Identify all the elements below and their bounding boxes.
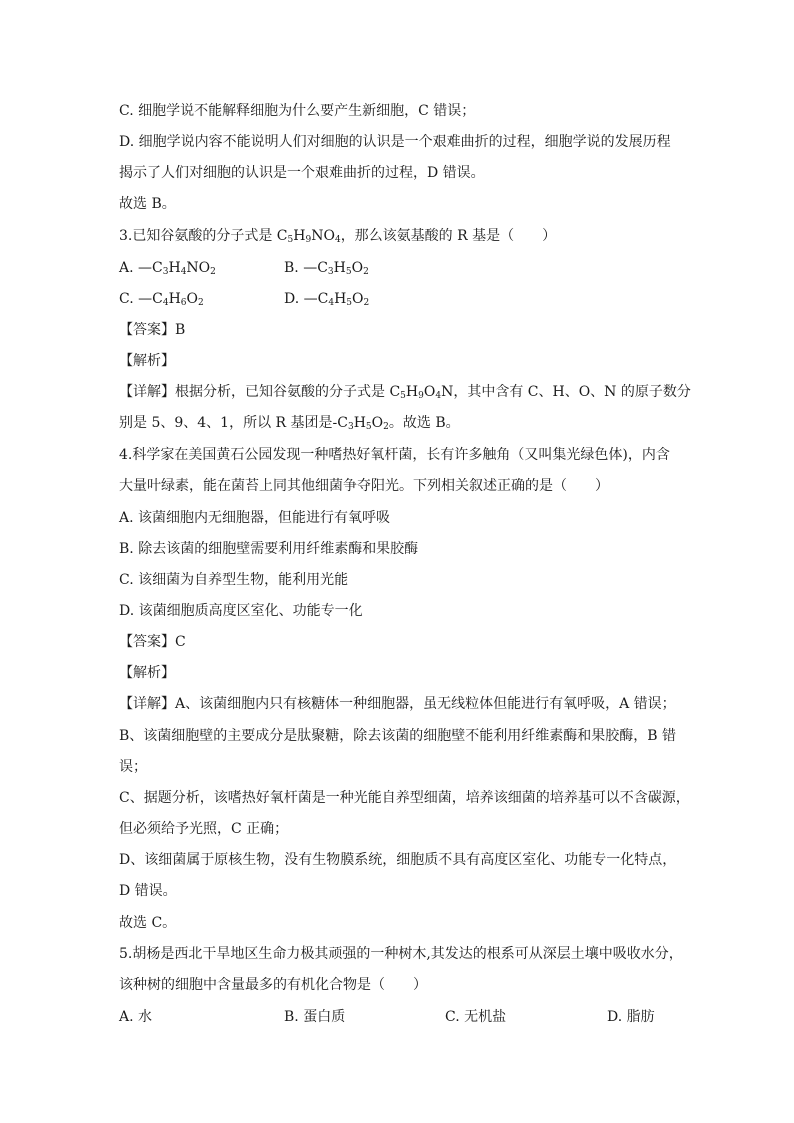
q4-option-d: D. 该菌细胞质高度区室化、功能专一化 [119, 603, 363, 619]
q3-option-c-sub2: 6 [180, 298, 187, 308]
q3-analysis-heading: 【解析】 [119, 353, 175, 369]
q3-detail-line1 [119, 382, 691, 402]
prev-option-d-line1: D. 细胞学说内容不能说明人们对细胞的认识是一个艰难曲折的过程，细胞学说的发展历程 [119, 134, 671, 150]
q3-option-d-prefix: D. —C [284, 291, 329, 307]
q3-detail-line2 [119, 413, 460, 433]
q3-option-d [284, 289, 369, 309]
q3-option-a-sub2: 4 [180, 267, 187, 277]
q4-detail-1: 【详解】A、该菌细胞内只有核糖体一种细胞器，虽无线粒体但能进行有氧呼吸，A 错误； [119, 696, 676, 712]
prev-conclusion: 故选 B。 [119, 196, 176, 212]
q3-stem-sub-2: 9 [305, 235, 312, 245]
q4-detail-3a: C、据题分析，该嗜热好氧杆菌是一种光能自养型细菌，培养该细菌的培养基可以不含碳源， [119, 790, 690, 806]
q4-conclusion: 故选 C。 [119, 915, 177, 931]
q3-detail2-text-c: O [371, 415, 384, 431]
q3-detail2-text-b: H [353, 415, 366, 431]
q3-option-b-mid2: O [351, 260, 364, 276]
q4-option-a: A. 该菌细胞内无细胞器，但能进行有氧呼吸 [119, 510, 391, 526]
q3-option-d-sub2: 5 [346, 298, 353, 308]
q3-option-b-sub1: 3 [327, 267, 334, 277]
q3-detail2-sub3: 2 [383, 422, 389, 432]
q3-option-a-sub3: 2 [210, 267, 216, 277]
q3-option-a-sub1: 3 [162, 267, 169, 277]
q3-detail-text-d: N，其中含有 C、H、O、N 的原子数分 [441, 384, 691, 400]
q3-stem [119, 226, 556, 246]
q3-stem-text-a: 3.已知谷氨酸的分子式是 C [119, 228, 288, 244]
q3-stem-sub-3: 4 [334, 235, 341, 245]
q4-detail-4b: D 错误。 [119, 883, 177, 899]
prev-option-c: C. 细胞学说不能解释细胞为什么要产生新细胞，C 错误； [119, 103, 476, 119]
q4-detail-2b: 误； [119, 759, 147, 775]
q3-detail-text-a: 【详解】根据分析，已知谷氨酸的分子式是 C [119, 384, 401, 400]
q3-detail-text-b: H [405, 384, 419, 400]
q3-option-d-sub3: 2 [363, 298, 370, 308]
q5-stem-line2: 该种树的细胞中含量最多的有机化合物是（ ） [119, 977, 427, 993]
q4-stem-line2: 大量叶绿素，能在菌苔上同其他细菌争夺阳光。下列相关叙述正确的是（ ） [119, 478, 609, 494]
q3-detail-sub1: 5 [400, 391, 406, 401]
q3-option-b [284, 258, 369, 278]
q4-detail-3b: 但必须给予光照，C 正确； [119, 821, 289, 837]
q3-option-a-mid1: H [168, 260, 181, 276]
q3-detail2-text-a: 别是 5、9、4、1，所以 R 基团是-C [119, 415, 348, 431]
q4-detail-2a: B、该菌细胞壁的主要成分是肽聚糖，除去该菌的细胞壁不能利用纤维素酶和果胶酶，B 错 [119, 728, 677, 744]
q3-detail2-sub1: 3 [347, 422, 354, 432]
q3-option-a-prefix: A. —C [119, 260, 163, 276]
q3-detail2-sub2: 5 [365, 422, 372, 432]
q3-option-c-mid2: O [186, 291, 198, 307]
q5-stem-line1: 5.胡杨是西北干旱地区生命力极其顽强的一种树木,其发达的根系可从深层土壤中吸收水分， [119, 946, 683, 962]
q3-stem-text-b: H [293, 228, 306, 244]
q5-option-c: C. 无机盐 [445, 1009, 507, 1025]
q3-option-c-sub3: 2 [198, 298, 204, 308]
q3-option-d-mid1: H [334, 291, 347, 307]
q3-option-b-sub2: 5 [345, 267, 352, 277]
q4-analysis-heading: 【解析】 [119, 665, 175, 681]
prev-option-d-line2: 揭示了人们对细胞的认识是一个艰难曲折的过程，D 错误。 [119, 165, 485, 181]
q4-stem-line1: 4.科学家在美国黄石公园发现一种嗜热好氧杆菌，长有许多触角（又叫集光绿色体)，内含 [119, 447, 670, 463]
q3-answer: 【答案】B [119, 322, 186, 338]
q4-option-c: C. 该细菌为自养型生物，能利用光能 [119, 572, 349, 588]
q3-option-c-prefix: C. —C [119, 291, 163, 307]
q3-option-b-sub3: 2 [363, 267, 369, 277]
q3-option-a [119, 258, 216, 278]
q3-option-c-mid1: H [168, 291, 181, 307]
q3-stem-sub-1: 5 [287, 235, 294, 245]
q3-detail-sub2: 9 [418, 391, 424, 401]
q5-option-d: D. 脂肪 [607, 1009, 655, 1025]
q3-option-a-mid2: NO [186, 260, 211, 276]
q3-detail-sub3: 4 [435, 391, 442, 401]
q3-option-c-sub1: 4 [162, 298, 169, 308]
q3-option-c [119, 289, 204, 309]
q4-detail-4a: D、该细菌属于原核生物，没有生物膜系统，细胞质不具有高度区室化、功能专一化特点， [119, 852, 677, 868]
q5-option-a: A. 水 [119, 1009, 153, 1025]
q4-option-b: B. 除去该菌的细胞壁需要利用纤维素酶和果胶酶 [119, 541, 419, 557]
q3-detail-text-c: O [423, 384, 436, 400]
q3-option-b-mid1: H [333, 260, 346, 276]
q3-option-d-sub1: 4 [328, 298, 335, 308]
q3-option-b-prefix: B. —C [284, 260, 328, 276]
q5-option-b: B. 蛋白质 [284, 1009, 346, 1025]
q3-stem-text-d: ，那么该氨基酸的 R 基是（ ） [340, 228, 557, 244]
q3-detail2-text-d: 。故选 B。 [388, 415, 460, 431]
q3-stem-text-c: NO [311, 228, 335, 244]
q4-answer: 【答案】C [119, 634, 186, 650]
q3-option-d-mid2: O [352, 291, 364, 307]
